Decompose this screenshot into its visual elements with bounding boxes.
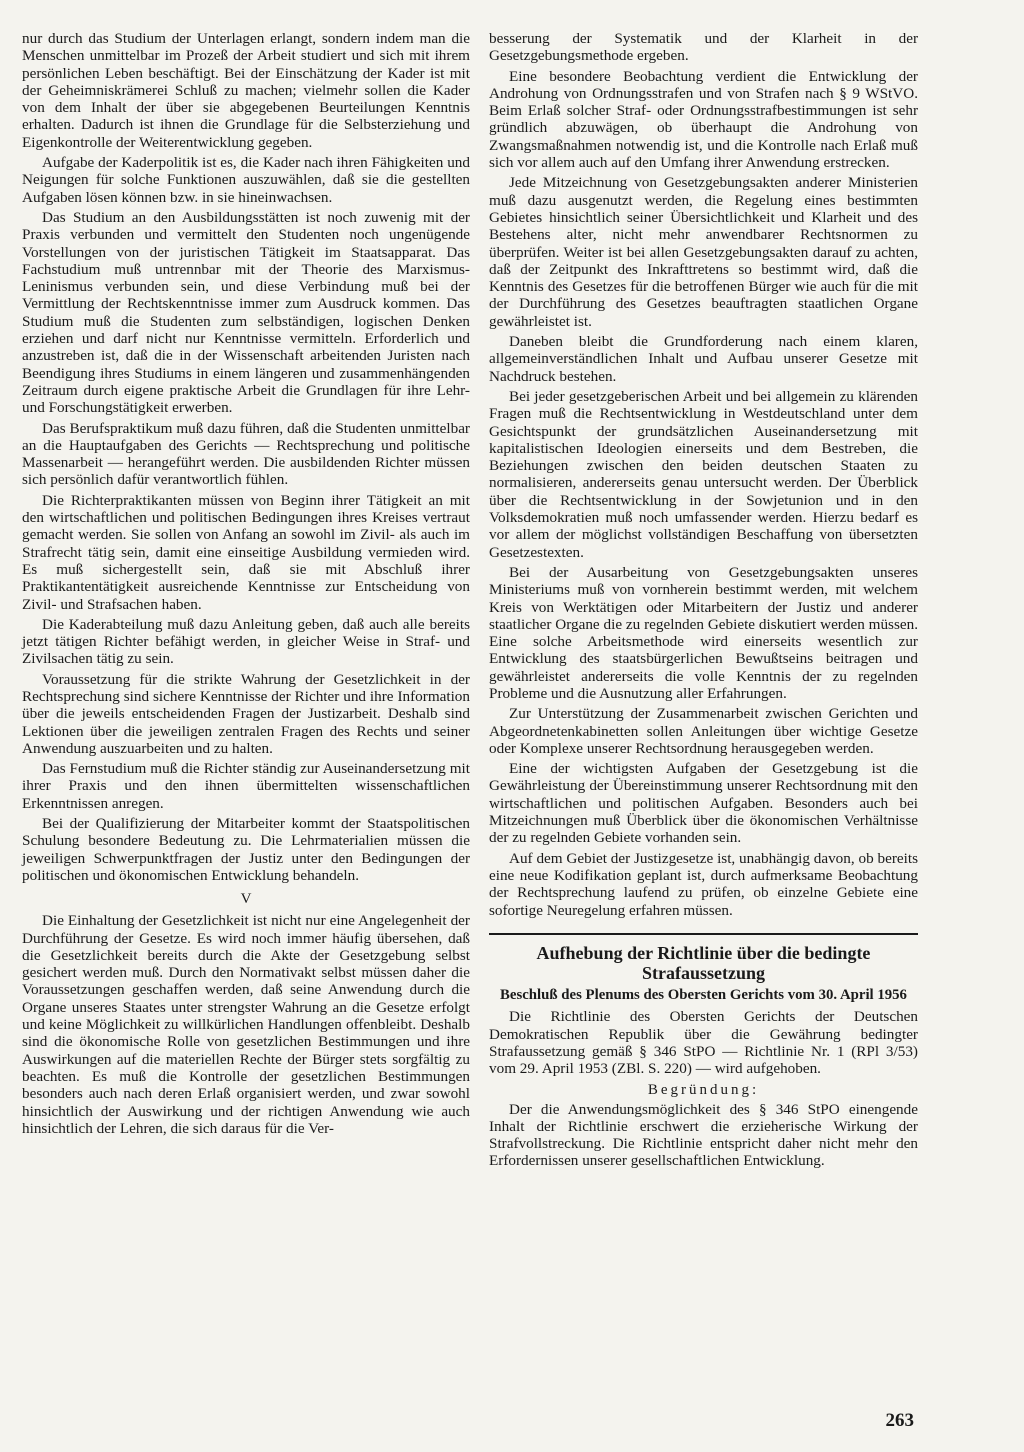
article-title: Aufhebung der Richtlinie über die bedingte Strafaussetzung	[536, 942, 871, 983]
article	[489, 943, 918, 1170]
paragraph: Bei jeder gesetzgeberischen Arbeit und bei allgemein zu klärenden Fragen muß die Rechtsentwicklung in Westdeutschland unter dem Gesichtspunkt der grundsätzlichen Auseinandersetzung mit kapitalistischen Ideologien einerseits und dem Bestreben, die Beziehungen zwischen den beiden deutschen Staaten zu normalisieren, andererseits genau untersucht werden. Der Überblick über die Rechtsentwicklung in der Sowjetunion und in den Volksdemokratien muß noch umfassender werden. Hierzu bedarf es vor allem der möglichst vollständigen Beschaffung von übersetzten Gesetzestexten.	[489, 387, 918, 561]
right-column	[489, 30, 918, 1173]
paragraph: nur durch das Studium der Unterlagen erlangt, sondern indem man die Menschen unmittelbar im Prozeß der Arbeit studiert und sich mit ihrem persönlichen Leben beschäftigt. Bei der Einschätzung der Kader ist mit der Geheimniskrämerei Schluß zu machen; vielmehr sollen die Kader von dem Inhalt der über sie abgegebenen Beurteilungen Kenntnis erhalten. Dadurch ist ihnen die Grundlage für die Selbsterziehung und Eigenkontrolle der Weiterentwicklung gegeben.	[22, 30, 470, 151]
paragraph: Zur Unterstützung der Zusammenarbeit zwischen Gerichten und Abgeordnetenkabinetten sollen Anleitungen über wichtige Gesetze oder Komplexe unserer Rechtsordnung herausgegeben werden.	[489, 705, 918, 757]
page-number: 263	[885, 1410, 914, 1431]
left-column	[22, 30, 470, 1140]
paragraph: Die Einhaltung der Gesetzlichkeit ist nicht nur eine Angelegenheit der Durchführung der Gesetze. Es wird noch immer häufig übersehen, daß die Gesetzlichkeit bereits durch die Akte der Gesetzgebung selbst gesichert werden muß. Durch den Normativakt selbst müssen daher die Voraussetzungen geschaffen werden, daß seine Anwendung durch die Organe unseres Staates unter strengster Wahrung an die Gesetze erfolgt und keine Möglichkeit zu willkürlichen Handlungen offenbleibt. Deshalb sind die ökonomische Rolle von gesetzlichen Bestimmungen und ihre Auswirkungen auf die materiellen Rechte der Bürger stets sorgfältig zu beachten. Es muß die Kontrolle der gesetzlichen Bestimmungen besonders auch nach deren Erlaß organisiert werden, und zwar sowohl hinsichtlich der Auswirkung und der richtigen Anwendung wie auch hinsichtlich der Lehren, die sich daraus für die Ver-	[22, 912, 470, 1137]
paragraph: Voraussetzung für die strikte Wahrung der Gesetzlichkeit in der Rechtsprechung sind sichere Kenntnisse der Richter und ihre Information über die jeweils entscheidenden Fragen der Justizarbeit. Deshalb sind Lektionen über die jeweiligen zentralen Fragen des Rechts und seiner Anwendung auszuarbeiten und zu halten.	[22, 670, 470, 757]
section-divider	[489, 933, 918, 935]
article-subtitle: Beschluß des Plenums des Obersten Gerichts vom 30. April 1956	[500, 986, 907, 1003]
paragraph: Das Fernstudium muß die Richter ständig zur Auseinandersetzung mit ihrer Praxis und den ihnen übermittelten wissenschaftlichen Erkenntnissen anregen.	[22, 760, 470, 812]
paragraph: Das Studium an den Ausbildungsstätten ist noch zuwenig mit der Praxis verbunden und vermittelt den Studenten noch ungenügende Vorstellungen von der juristischen Tätigkeit im Staatsapparat. Das Fachstudium muß untrennbar mit der Theorie des Marxismus-Leninismus verbunden sein, und diese Verbindung muß bei der Vermittlung der Rechtskenntnisse immer zum Ausdruck kommen. Das Studium muß die Studenten zum selbständigen, logischen Denken erziehen und darf nicht nur Kenntnisse vermitteln. Erforderlich und anzustreben ist, daß die in der Wissenschaft arbeitenden Juristen nach Beendigung ihres Studiums in einem längeren und zusammenhängenden Zeitraum durch eigene praktische Arbeit die Grundlagen für ihre Lehr- und Forschungstätigkeit erwerben.	[22, 208, 470, 417]
paragraph: Aufgabe der Kaderpolitik ist es, die Kader nach ihren Fähigkeiten und Neigungen für solche Funktionen auszuwählen, daß sie die gestellten Aufgaben lösen können bzw. in sie hineinwachsen.	[22, 154, 470, 206]
paragraph: Bei der Qualifizierung der Mitarbeiter kommt der Staatspolitischen Schulung besondere Bedeutung zu. Die Lehrmaterialien müssen die jeweiligen Schwerpunktfragen der Justiz unter den Bedingungen der politischen und ökonomischen Entwicklung behandeln.	[22, 815, 470, 884]
paragraph: Auf dem Gebiet der Justizgesetze ist, unabhängig davon, ob bereits eine neue Kodifikation geplant ist, durch aufmerksame Beobachtung der Rechtsprechung laufend zu prüfen, ob einzelne Gebiete eine sofortige Neuregelung erfahren müssen.	[489, 849, 918, 919]
paragraph-continuation: besserung der Systematik und der Klarheit in der Gesetzgebungsmethode ergeben.	[489, 30, 918, 65]
paragraph: Jede Mitzeichnung von Gesetzgebungsakten anderer Ministerien muß dazu ausgenutzt werden, die Regelung eines bestimmten Gebietes hinsichtlich seiner Übersichtlichkeit und Klarheit und des Bestehens alter, nicht mehr anwendbarer Rechtsnormen zu überprüfen. Weiter ist bei allen Gesetzgebungsakten darauf zu achten, daß der Zeitpunkt des Inkrafttretens so bestimmt wird, daß die Kenntnis des Gesetzes für die betroffenen Bürger wie auch für die mit der Durchführung des Gesetzes beauftragten staatlichen Organe gewährleistet ist.	[489, 174, 918, 330]
paragraph: Bei der Ausarbeitung von Gesetzgebungsakten unseres Ministeriums muß von vornherein bestimmt werden, mit welchem Kreis von Werktätigen oder Mitarbeitern der Justiz und anderer staatlicher Organe die zu regelnden Gebiete diskutiert werden müssen. Eine solche Arbeitsmethode wird einerseits wesentlich zur Entwicklung des staatsbürgerlichen Bewußtseins beitragen und gewährleistet andererseits die volle Kenntnis der zu regelnden Probleme und die Ausnutzung aller Erfahrungen.	[489, 563, 918, 702]
paragraph: Eine besondere Beobachtung verdient die Entwicklung der Androhung von Ordnungsstrafen und von Strafen nach § 9 WStVO. Beim Erlaß solcher Straf- oder Ordnungsstrafbestimmungen ist sehr gründlich abzuwägen, ob überhaupt die Androhung von Zwangsmaßnahmen notwendig ist, und die Kontrolle nach Erlaß muß sich vor allem auch auf den Umfang ihrer Anwendung erstrecken.	[489, 67, 918, 172]
section-number: V	[240, 891, 252, 908]
paragraph: Daneben bleibt die Grundforderung nach einem klaren, allgemeinverständlichen Inhalt und Aufbau unserer Gesetze mit Nachdruck bestehen.	[489, 333, 918, 385]
reason-heading: Begründung:	[647, 1081, 760, 1098]
paragraph: Eine der wichtigsten Aufgaben der Gesetzgebung ist die Gewährleistung der Übereinstimmung unserer Rechtsordnung mit den wirtschaftlichen und politischen Aufgaben. Besonders auch bei Mitzeichnungen muß Überblick über die ökonomischen Verhältnisse der zu regelnden Gebiete vorhanden sein.	[489, 760, 918, 847]
article-body: Die Richtlinie des Obersten Gerichts der Deutschen Demokratischen Republik über die Gewährung bedingter Strafaussetzung gemäß § 346 StPO — Richtlinie Nr. 1 (RPl 3/53) vom 29. April 1953 (ZBl. S. 220) — wird aufgehoben.	[489, 1008, 918, 1078]
paragraph: Die Richterpraktikanten müssen von Beginn ihrer Tätigkeit an mit den wirtschaftlichen und politischen Bedingungen ihres Kreises vertraut gemacht werden. Sie sollen von Anfang an sowohl im Zivil- als auch im Strafrecht tätig sein, damit eine einseitige Ausbildung vermieden wird. Es muß sichergestellt sein, daß sie mit Abschluß ihrer Praktikantentätigkeit ausreichende Kenntnisse zur Entscheidung von Zivil- und Strafsachen haben.	[22, 491, 470, 613]
paragraph: Das Berufspraktikum muß dazu führen, daß die Studenten unmittelbar an die Hauptaufgaben des Gerichts — Rechtsprechung und politische Massenarbeit — herangeführt werden. Die ausbildenden Richter müssen sich persönlich dafür verantwortlich fühlen.	[22, 419, 470, 489]
paragraph: Die Kaderabteilung muß dazu Anleitung geben, daß auch alle bereits jetzt tätigen Richter befähigt werden, in gleicher Weise in Straf- und Zivilsachen tätig zu sein.	[22, 615, 470, 668]
reason-body: Der die Anwendungsmöglichkeit des § 346 StPO einengende Inhalt der Richtlinie erschwert die erzieherische Wirkung der Strafvollstreckung. Die Richtlinie entspricht daher nicht mehr den Erfordernissen unserer gesellschaftlichen Entwicklung.	[489, 1100, 918, 1170]
